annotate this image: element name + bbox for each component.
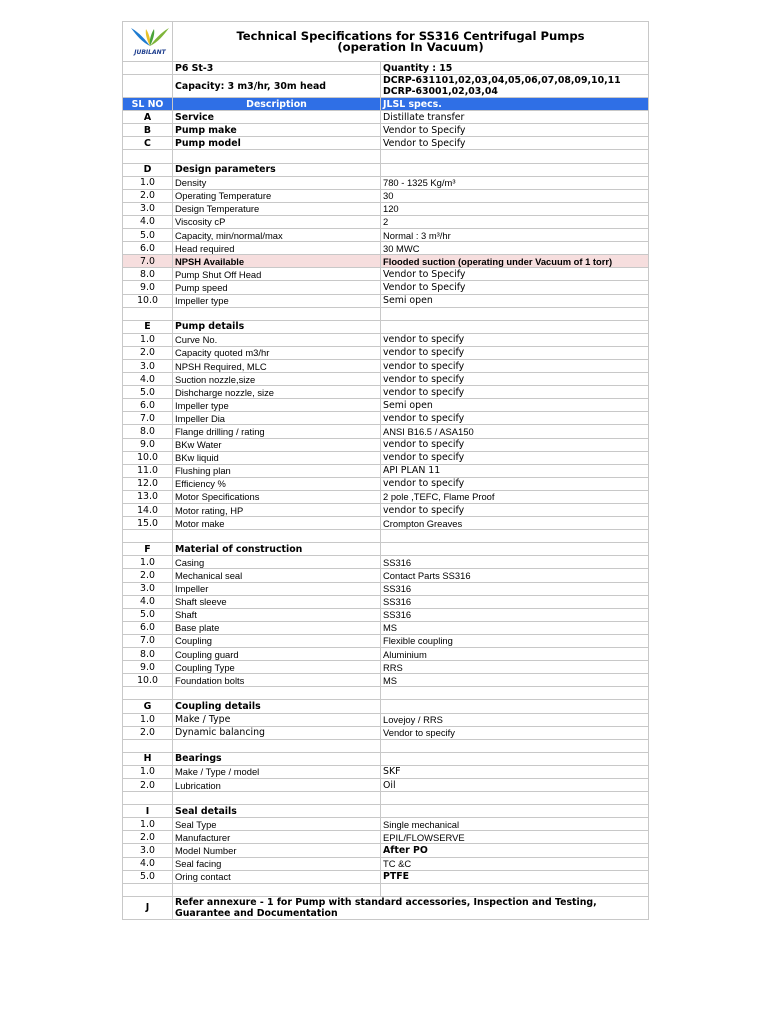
table-cell: Aluminium [381, 648, 649, 661]
table-cell: 5.0 [123, 229, 173, 242]
table-row [123, 281, 649, 294]
table-row [123, 373, 649, 386]
table-cell: SKF [381, 765, 649, 778]
table-row [123, 582, 649, 595]
table-row [123, 111, 649, 124]
table-header [123, 98, 649, 111]
table-cell: Viscosity cP [173, 215, 381, 228]
table-cell: Impeller type [173, 294, 381, 307]
table-cell: Seal details [173, 805, 381, 818]
plant-label: P6 St-3 [173, 62, 381, 75]
quantity-label: Quantity : 15 [381, 62, 649, 75]
table-cell: BKw liquid [173, 451, 381, 464]
spacer-row [123, 883, 649, 896]
table-cell [123, 307, 173, 320]
table-cell: 6.0 [123, 399, 173, 412]
table-cell: vendor to specify [381, 346, 649, 359]
table-cell: E [123, 320, 173, 333]
table-cell: Dishcharge nozzle, size [173, 386, 381, 399]
table-cell: Operating Temperature [173, 189, 381, 202]
table-cell: Crompton Greaves [381, 517, 649, 530]
table-cell: 7.0 [123, 634, 173, 647]
table-row [123, 504, 649, 517]
table-cell: Lovejoy / RRS [381, 713, 649, 726]
table-cell [123, 792, 173, 805]
table-cell: Motor make [173, 517, 381, 530]
table-row [123, 268, 649, 281]
table-cell: Impeller Dia [173, 412, 381, 425]
table-cell: Seal facing [173, 857, 381, 870]
table-row [123, 399, 649, 412]
table-cell [123, 62, 173, 75]
capacity-label: Capacity: 3 m3/hr, 30m head [173, 75, 381, 98]
table-row [123, 569, 649, 582]
section-header-h [123, 752, 649, 765]
table-row [123, 229, 649, 242]
title-row [123, 22, 649, 62]
table-cell: Pump model [173, 137, 381, 150]
document-title: Technical Specifications for SS316 Centrifugal Pumps (operation In Vacuum) [173, 22, 649, 62]
table-cell: B [123, 124, 173, 137]
section-header-g [123, 700, 649, 713]
table-cell: SS316 [381, 595, 649, 608]
table-cell: Material of construction [173, 543, 381, 556]
table-cell [123, 530, 173, 543]
table-row [123, 831, 649, 844]
table-row [123, 674, 649, 687]
table-cell: MS [381, 621, 649, 634]
table-cell: Seal Type [173, 818, 381, 831]
header-sl: SL NO [123, 98, 173, 111]
table-cell: F [123, 543, 173, 556]
table-cell: NPSH Available [173, 255, 381, 268]
table-cell: SS316 [381, 608, 649, 621]
table-cell: Suction nozzle,size [173, 373, 381, 386]
spacer-row [123, 792, 649, 805]
table-cell: 5.0 [123, 386, 173, 399]
table-cell: vendor to specify [381, 504, 649, 517]
table-cell: 2.0 [123, 189, 173, 202]
table-row [123, 490, 649, 503]
section-header-e [123, 320, 649, 333]
table-cell: Coupling [173, 634, 381, 647]
table-cell: Head required [173, 242, 381, 255]
table-cell [381, 792, 649, 805]
table-cell: 9.0 [123, 438, 173, 451]
table-cell: 9.0 [123, 661, 173, 674]
table-cell: Manufacturer [173, 831, 381, 844]
table-cell: Model Number [173, 844, 381, 857]
table-row [123, 451, 649, 464]
table-cell [381, 739, 649, 752]
table-cell: 11.0 [123, 464, 173, 477]
table-cell: Shaft sleeve [173, 595, 381, 608]
table-row [123, 595, 649, 608]
table-row [123, 242, 649, 255]
table-cell: C [123, 137, 173, 150]
annexure-note: Refer annexure - 1 for Pump with standard accessories, Inspection and Testing, Guarantee and Documentation [173, 896, 649, 919]
table-cell: Bearings [173, 752, 381, 765]
table-cell: Distillate transfer [381, 111, 649, 124]
spacer-row [123, 687, 649, 700]
table-cell: Pump Shut Off Head [173, 268, 381, 281]
table-cell [173, 150, 381, 163]
table-row [123, 412, 649, 425]
table-cell: 2 pole ,TEFC, Flame Proof [381, 490, 649, 503]
table-cell [123, 883, 173, 896]
table-row [123, 621, 649, 634]
table-cell: Flushing plan [173, 464, 381, 477]
table-row [123, 202, 649, 215]
table-cell: Pump details [173, 320, 381, 333]
jubilant-logo-icon [125, 22, 173, 58]
table-cell: Foundation bolts [173, 674, 381, 687]
table-cell: Make / Type / model [173, 765, 381, 778]
table-cell: 6.0 [123, 621, 173, 634]
table-cell [381, 752, 649, 765]
table-cell: ANSI B16.5 / ASA150 [381, 425, 649, 438]
table-cell [173, 307, 381, 320]
table-row [123, 517, 649, 530]
table-row [123, 124, 649, 137]
table-cell: 10.0 [123, 294, 173, 307]
table-cell [381, 687, 649, 700]
table-cell: 4.0 [123, 595, 173, 608]
table-cell: 30 [381, 189, 649, 202]
table-cell: Vendor to Specify [381, 268, 649, 281]
table-cell [173, 739, 381, 752]
table-cell: 1.0 [123, 556, 173, 569]
header-spec: JLSL specs. [381, 98, 649, 111]
table-cell: 7.0 [123, 255, 173, 268]
table-cell: Normal : 3 m³/hr [381, 229, 649, 242]
table-cell: Coupling guard [173, 648, 381, 661]
table-cell: 15.0 [123, 517, 173, 530]
table-cell: TC &C [381, 857, 649, 870]
spacer-row [123, 150, 649, 163]
spacer-row [123, 307, 649, 320]
table-cell [381, 307, 649, 320]
table-cell: 4.0 [123, 215, 173, 228]
table-cell: 3.0 [123, 359, 173, 372]
table-cell: Impeller type [173, 399, 381, 412]
table-cell: Semi open [381, 399, 649, 412]
table-cell: Pump speed [173, 281, 381, 294]
logo-cell [123, 22, 173, 62]
table-cell: Flange drilling / rating [173, 425, 381, 438]
table-cell [381, 163, 649, 176]
section-header-i [123, 805, 649, 818]
table-cell: 9.0 [123, 281, 173, 294]
table-cell: Service [173, 111, 381, 124]
table-row [123, 634, 649, 647]
table-cell: 12.0 [123, 477, 173, 490]
table-cell: Single mechanical [381, 818, 649, 831]
table-row [123, 464, 649, 477]
table-row [123, 386, 649, 399]
table-cell: Base plate [173, 621, 381, 634]
table-cell: 3.0 [123, 844, 173, 857]
table-cell: Lubrication [173, 778, 381, 791]
table-cell: 3.0 [123, 582, 173, 595]
table-row [123, 333, 649, 346]
table-cell: 1.0 [123, 818, 173, 831]
table-cell: vendor to specify [381, 386, 649, 399]
table-cell: H [123, 752, 173, 765]
table-cell: vendor to specify [381, 333, 649, 346]
table-row [123, 215, 649, 228]
table-cell: 4.0 [123, 373, 173, 386]
table-cell: SS316 [381, 556, 649, 569]
section-header-f [123, 543, 649, 556]
table-cell: Vendor to Specify [381, 124, 649, 137]
annexure-row [123, 896, 649, 919]
table-cell [123, 75, 173, 98]
table-cell: PTFE [381, 870, 649, 883]
table-cell [381, 700, 649, 713]
table-cell: 2.0 [123, 726, 173, 739]
table-row [123, 477, 649, 490]
table-cell: Capacity quoted m3/hr [173, 346, 381, 359]
table-cell: Contact Parts SS316 [381, 569, 649, 582]
table-cell [381, 530, 649, 543]
table-cell: After PO [381, 844, 649, 857]
table-cell [381, 883, 649, 896]
table-cell: vendor to specify [381, 477, 649, 490]
table-cell: 1.0 [123, 765, 173, 778]
table-row [123, 189, 649, 202]
table-cell: Density [173, 176, 381, 189]
table-row-highlight [123, 255, 649, 268]
table-cell: Coupling Type [173, 661, 381, 674]
table-cell [123, 150, 173, 163]
table-cell: vendor to specify [381, 412, 649, 425]
table-cell: Vendor to Specify [381, 281, 649, 294]
table-cell: Motor rating, HP [173, 504, 381, 517]
table-cell: Coupling details [173, 700, 381, 713]
table-cell: Flooded suction (operating under Vacuum of 1 torr) [381, 255, 649, 268]
table-cell: Oring contact [173, 870, 381, 883]
table-cell: Casing [173, 556, 381, 569]
table-cell [381, 150, 649, 163]
table-cell: G [123, 700, 173, 713]
table-cell: Mechanical seal [173, 569, 381, 582]
table-row [123, 294, 649, 307]
table-cell: 30 MWC [381, 242, 649, 255]
table-cell [173, 792, 381, 805]
table-cell: Flexible coupling [381, 634, 649, 647]
table-cell: Oil [381, 778, 649, 791]
svg-text:JUBILANT: JUBILANT [134, 49, 166, 56]
table-cell: 7.0 [123, 412, 173, 425]
table-cell [173, 687, 381, 700]
table-cell: I [123, 805, 173, 818]
table-cell: D [123, 163, 173, 176]
table-cell: EPIL/FLOWSERVE [381, 831, 649, 844]
table-cell: Design Temperature [173, 202, 381, 215]
table-cell: 2.0 [123, 569, 173, 582]
table-cell: 10.0 [123, 451, 173, 464]
table-cell: 5.0 [123, 608, 173, 621]
table-row [123, 608, 649, 621]
table-cell: Curve No. [173, 333, 381, 346]
table-cell: 1.0 [123, 176, 173, 189]
table-cell: 120 [381, 202, 649, 215]
table-cell: Design parameters [173, 163, 381, 176]
table-cell: Make / Type [173, 713, 381, 726]
table-row [123, 359, 649, 372]
table-cell: 2 [381, 215, 649, 228]
table-cell: A [123, 111, 173, 124]
table-cell: Pump make [173, 124, 381, 137]
table-cell: Dynamic balancing [173, 726, 381, 739]
header-description: Description [173, 98, 381, 111]
table-row [123, 726, 649, 739]
table-row [123, 818, 649, 831]
table-cell: vendor to specify [381, 438, 649, 451]
table-cell [381, 805, 649, 818]
table-cell: vendor to specify [381, 373, 649, 386]
table-row [123, 778, 649, 791]
table-cell: API PLAN 11 [381, 464, 649, 477]
table-cell: 2.0 [123, 831, 173, 844]
table-cell: SS316 [381, 582, 649, 595]
table-cell: 1.0 [123, 713, 173, 726]
table-row [123, 438, 649, 451]
table-cell: RRS [381, 661, 649, 674]
table-cell [173, 530, 381, 543]
table-cell: 8.0 [123, 425, 173, 438]
table-cell: 14.0 [123, 504, 173, 517]
table-cell: 3.0 [123, 202, 173, 215]
table-cell: 2.0 [123, 778, 173, 791]
table-cell: 10.0 [123, 674, 173, 687]
table-row [123, 661, 649, 674]
section-header-d [123, 163, 649, 176]
table-cell: vendor to specify [381, 451, 649, 464]
table-cell [123, 687, 173, 700]
table-cell: MS [381, 674, 649, 687]
table-cell: Vendor to Specify [381, 137, 649, 150]
table-cell: Vendor to specify [381, 726, 649, 739]
table-cell: 780 - 1325 Kg/m³ [381, 176, 649, 189]
table-cell: NPSH Required, MLC [173, 359, 381, 372]
plant-row [123, 62, 649, 75]
table-row [123, 137, 649, 150]
table-cell: 6.0 [123, 242, 173, 255]
table-row [123, 425, 649, 438]
table-cell: 2.0 [123, 346, 173, 359]
table-row [123, 765, 649, 778]
spacer-row [123, 739, 649, 752]
table-cell: BKw Water [173, 438, 381, 451]
table-cell: vendor to specify [381, 359, 649, 372]
table-row [123, 713, 649, 726]
tag-numbers: DCRP-631101,02,03,04,05,06,07,08,09,10,11 DCRP-63001,02,03,04 [381, 75, 649, 98]
capacity-row [123, 75, 649, 98]
spacer-row [123, 530, 649, 543]
table-cell [123, 739, 173, 752]
table-cell: Shaft [173, 608, 381, 621]
table-cell: 8.0 [123, 648, 173, 661]
table-cell [381, 320, 649, 333]
table-row [123, 870, 649, 883]
table-row [123, 556, 649, 569]
spec-table [122, 21, 649, 920]
table-cell: Efficiency % [173, 477, 381, 490]
table-cell: Impeller [173, 582, 381, 595]
table-cell: 5.0 [123, 870, 173, 883]
table-cell: J [123, 896, 173, 919]
table-row [123, 176, 649, 189]
table-cell [381, 543, 649, 556]
table-cell [173, 883, 381, 896]
table-row [123, 857, 649, 870]
table-cell: 8.0 [123, 268, 173, 281]
table-row [123, 648, 649, 661]
table-cell: 13.0 [123, 490, 173, 503]
table-cell: Semi open [381, 294, 649, 307]
table-cell: 1.0 [123, 333, 173, 346]
table-cell: Motor Specifications [173, 490, 381, 503]
table-cell: Capacity, min/normal/max [173, 229, 381, 242]
table-cell: 4.0 [123, 857, 173, 870]
table-row [123, 844, 649, 857]
table-row [123, 346, 649, 359]
